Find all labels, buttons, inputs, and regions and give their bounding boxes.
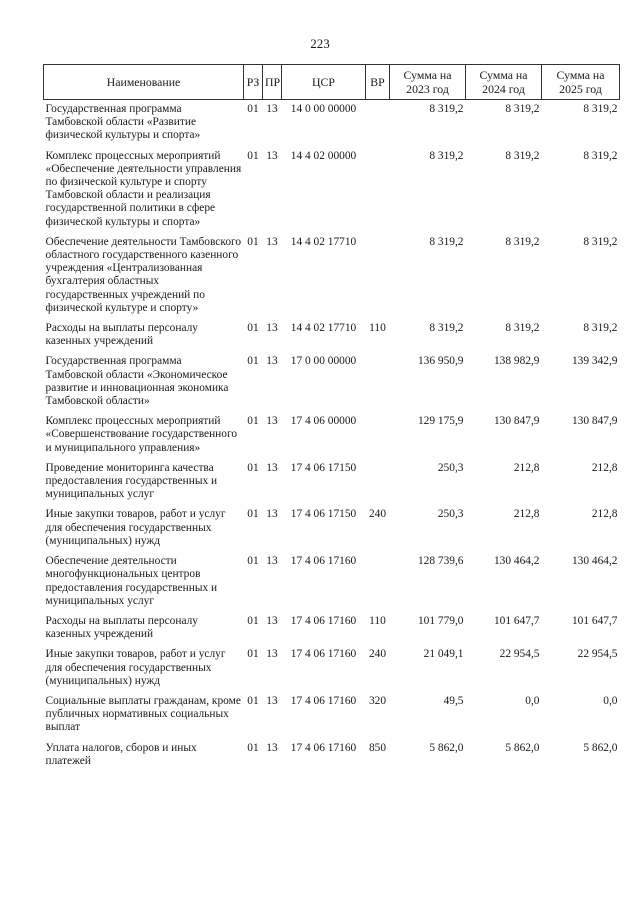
table-row: [44, 147, 620, 233]
row-sum-2025: 8 319,2: [583, 322, 618, 335]
row-sum-2025: 139 342,9: [571, 355, 618, 368]
table-row: [44, 739, 620, 772]
row-sum-2025: 0,0: [603, 694, 618, 707]
row-vr: [366, 233, 390, 319]
row-rz: 01: [247, 461, 259, 474]
row-rz: 01: [247, 415, 259, 428]
row-rz: 01: [247, 614, 259, 627]
table-row: [44, 100, 620, 147]
row-sum-2025: 8 319,2: [583, 103, 618, 115]
row-sum-2024: 22 954,5: [499, 648, 540, 661]
row-sum-2025: 5 862,0: [583, 741, 618, 754]
row-vr: [366, 459, 390, 506]
row-csr: 17 4 06 17160: [290, 741, 357, 754]
row-sum-2023: 8 319,2: [429, 103, 464, 115]
row-name: Уплата налогов, сборов и иных платежей: [45, 741, 197, 767]
row-vr: [366, 412, 390, 459]
row-name: Проведение мониторинга качества предоставления государственных и муниципальных услуг: [45, 461, 218, 501]
row-name: Социальные выплаты гражданам, кроме публичных нормативных социальных выплат: [45, 694, 241, 734]
row-csr: 14 0 00 00000: [290, 103, 357, 115]
row-pr: 13: [266, 415, 278, 428]
row-csr: 17 4 06 00000: [290, 415, 357, 428]
header-sum-2023: Сумма на 2023 год: [390, 65, 466, 100]
row-name: Расходы на выплаты персоналу казенных учреждений: [45, 322, 198, 348]
row-sum-2023: 8 319,2: [429, 235, 464, 248]
row-name: Комплекс процессных мероприятий «Совершенствование государственного и муниципального управления»: [45, 415, 238, 454]
row-name: Обеспечение деятельности Тамбовского областного государственного казенного учреждения «Централизованная бухгалтерия областных государственных учреждений по физической культуре и спорту»: [45, 235, 242, 314]
row-rz: 01: [247, 103, 259, 115]
row-csr: 17 4 06 17160: [290, 694, 357, 707]
row-sum-2025: 212,8: [591, 508, 618, 521]
row-rz: 01: [247, 235, 259, 248]
row-sum-2025: 212,8: [591, 461, 618, 474]
row-sum-2023: 250,3: [437, 461, 464, 474]
header-pr: ПР: [263, 65, 282, 100]
row-pr: 13: [266, 694, 278, 707]
row-vr: 850: [368, 741, 387, 754]
row-sum-2023: 136 950,9: [417, 355, 464, 368]
table-row: [44, 612, 620, 645]
row-sum-2023: 49,5: [443, 694, 464, 707]
row-vr: 320: [368, 694, 387, 707]
row-rz: 01: [247, 694, 259, 707]
row-sum-2024: 212,8: [513, 508, 540, 521]
row-sum-2024: 5 862,0: [505, 741, 540, 754]
row-pr: 13: [266, 555, 278, 568]
row-name: Обеспечение деятельности многофункциональных центров предоставления государственных и муниципальных услуг: [45, 555, 218, 607]
table-row: [44, 319, 620, 352]
row-sum-2024: 130 847,9: [493, 415, 540, 428]
row-sum-2023: 250,3: [437, 508, 464, 521]
row-csr: 17 4 06 17160: [290, 614, 357, 627]
row-pr: 13: [266, 508, 278, 521]
row-pr: 13: [266, 103, 278, 115]
row-pr: 13: [266, 648, 278, 661]
row-name: Иные закупки товаров, работ и услуг для обеспечения государственных (муниципальных) нужд: [45, 508, 226, 547]
row-csr: 17 4 06 17160: [290, 555, 357, 568]
table-row: [44, 505, 620, 552]
row-rz: 01: [247, 555, 259, 568]
table-row: [44, 459, 620, 506]
row-vr: [366, 552, 390, 612]
row-pr: 13: [266, 741, 278, 754]
row-sum-2023: 8 319,2: [429, 149, 464, 162]
table-header-row: [44, 65, 620, 100]
row-sum-2024: 0,0: [525, 694, 540, 707]
row-sum-2025: 130 464,2: [571, 555, 618, 568]
header-csr: ЦСР: [282, 65, 366, 100]
row-vr: [366, 352, 390, 412]
row-sum-2025: 130 847,9: [571, 415, 618, 428]
table-row: [44, 552, 620, 612]
row-sum-2025: 101 647,7: [571, 614, 618, 627]
row-sum-2024: 8 319,2: [505, 235, 540, 248]
row-vr: 110: [369, 614, 386, 627]
row-csr: 14 4 02 00000: [290, 149, 357, 162]
row-rz: 01: [247, 741, 259, 754]
row-csr: 17 4 06 17150: [290, 508, 357, 521]
row-vr: 110: [369, 322, 386, 335]
row-sum-2023: 101 779,0: [417, 614, 464, 627]
row-sum-2024: 212,8: [513, 461, 540, 474]
header-name: Наименование: [44, 65, 244, 100]
row-sum-2024: 101 647,7: [493, 614, 540, 627]
row-pr: 13: [266, 461, 278, 474]
row-csr: 17 4 06 17160: [290, 648, 357, 661]
table-row: [44, 412, 620, 459]
table-row: [44, 352, 620, 412]
row-csr: 14 4 02 17710: [290, 322, 357, 335]
row-name: Государственная программа Тамбовской области «Экономическое развитие и инновационная экономика Тамбовской области»: [45, 355, 229, 408]
row-name: Расходы на выплаты персоналу казенных учреждений: [45, 614, 198, 641]
row-pr: 13: [266, 355, 278, 368]
row-csr: 17 0 00 00000: [290, 355, 357, 368]
header-sum-2024: Сумма на 2024 год: [466, 65, 542, 100]
table-row: [44, 233, 620, 319]
row-sum-2024: 8 319,2: [505, 149, 540, 162]
row-sum-2025: 22 954,5: [577, 648, 618, 661]
row-sum-2024: 138 982,9: [493, 355, 540, 368]
budget-table: [43, 64, 620, 772]
row-vr: 240: [368, 508, 387, 521]
row-rz: 01: [247, 648, 259, 661]
row-sum-2023: 8 319,2: [429, 322, 464, 335]
row-vr: 240: [368, 648, 387, 661]
row-rz: 01: [247, 508, 259, 521]
row-sum-2023: 129 175,9: [417, 415, 464, 428]
row-rz: 01: [247, 149, 259, 162]
row-sum-2025: 8 319,2: [583, 235, 618, 248]
row-sum-2024: 130 464,2: [493, 555, 540, 568]
row-name: Иные закупки товаров, работ и услуг для обеспечения государственных (муниципальных) нужд: [45, 648, 226, 687]
row-rz: 01: [247, 322, 259, 335]
header-rz: РЗ: [244, 65, 263, 100]
row-csr: 14 4 02 17710: [290, 235, 357, 248]
table-row: [44, 645, 620, 692]
row-vr: [366, 147, 390, 233]
row-rz: 01: [247, 355, 259, 368]
row-sum-2023: 5 862,0: [429, 741, 464, 754]
row-sum-2023: 128 739,6: [417, 555, 464, 568]
row-pr: 13: [266, 322, 278, 335]
page-number: 223: [310, 36, 330, 51]
row-sum-2025: 8 319,2: [583, 149, 618, 162]
row-name: Комплекс процессных мероприятий «Обеспечение деятельности управления по физической культуре и спорту Тамбовской области и реализация государственной политики в сфере физической культуры и спорта»: [45, 149, 242, 228]
header-sum-2025: Сумма на 2025 год: [542, 65, 620, 100]
row-pr: 13: [266, 149, 278, 162]
row-sum-2024: 8 319,2: [505, 103, 540, 115]
row-pr: 13: [266, 235, 278, 248]
table-row: [44, 692, 620, 739]
header-vr: ВР: [366, 65, 390, 100]
row-sum-2024: 8 319,2: [505, 322, 540, 335]
row-vr: [366, 100, 390, 147]
row-sum-2023: 21 049,1: [423, 648, 464, 661]
row-csr: 17 4 06 17150: [290, 461, 357, 474]
row-name: Государственная программа Тамбовской области «Развитие физической культуры и спорта»: [45, 103, 201, 142]
row-pr: 13: [266, 614, 278, 627]
